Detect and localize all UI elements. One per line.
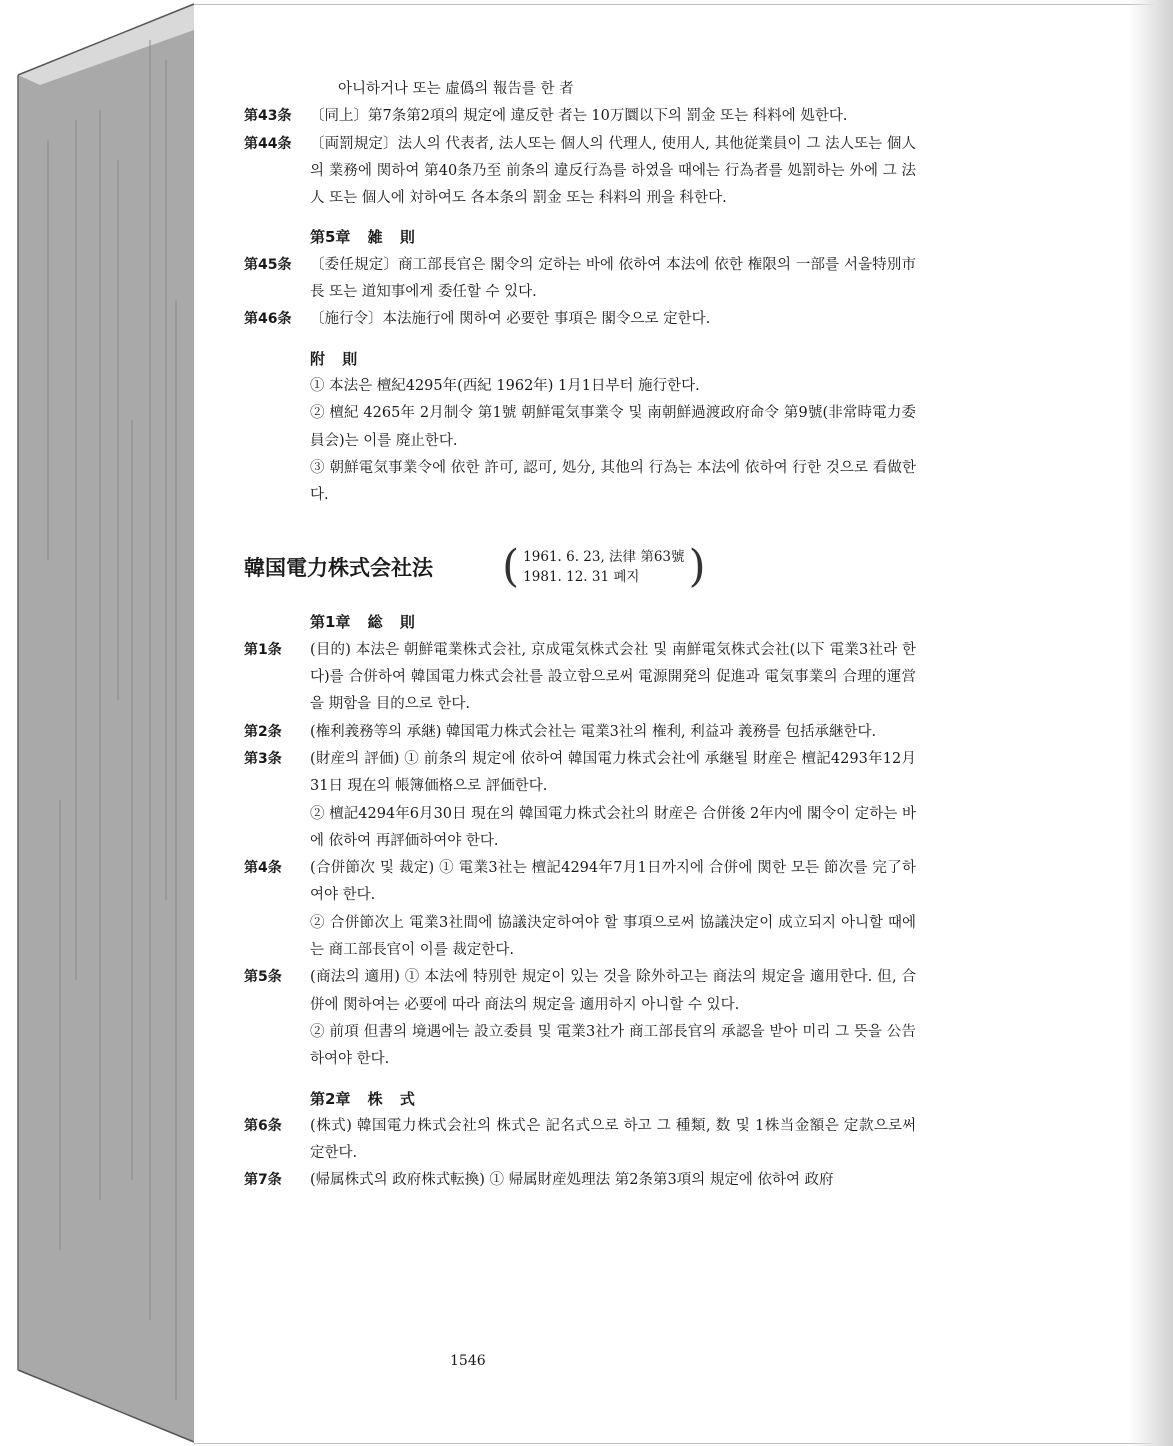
- article-46: [244, 306, 916, 333]
- article-3: [244, 746, 916, 855]
- article-label: 第7条: [244, 1172, 282, 1189]
- article-7: [244, 1167, 916, 1194]
- article-label: 第6条: [244, 1117, 282, 1134]
- article-43: [244, 103, 916, 130]
- article-text: (商法의 適用) ① 本法에 特別한 規定이 있는 것을 除外하고는 商法의 規定을 適用한다. 但, 合併에 関하여는 必要에 따라 商法의 規定을 適用하지 아니할 수 있다.: [310, 969, 916, 1013]
- supplementary-heading: 附 則: [310, 349, 358, 368]
- article-label: 第44条: [244, 135, 292, 152]
- chapter-2-heading: 第2章 株 式: [310, 1089, 415, 1108]
- right-paren-icon: ): [688, 541, 706, 593]
- article-text: (権利義務等의 承継) 韓国電力株式会社는 電業3社의 権利, 利益과 義務를 包括承継한다.: [310, 723, 877, 740]
- article-45: [244, 252, 916, 307]
- article-6: [244, 1113, 916, 1168]
- repeal-date: 1981. 12. 31 폐지: [523, 569, 640, 586]
- page-gutter-shadow: [1129, 0, 1173, 1446]
- article-label: 第46条: [244, 311, 292, 328]
- supplementary-item: ③ 朝鮮電気事業令에 依한 許可, 認可, 処分, 其他의 行為는 本法에 依하여 行한 것으로 看做한다.: [310, 459, 916, 504]
- law-title: 韓国電力株式会社法: [244, 556, 433, 581]
- document-body: [244, 76, 916, 1195]
- article-text: (目的) 本法은 朝鮮電業株式会社, 京成電気株式会社 및 南鮮電気株式会社(以下 電業3社라 한다)를 合併하여 韓国電力株式会社를 設立함으로써 電源開発의 促進과 電気事業의 合理的運営을 期함을 目的으로 한다.: [310, 641, 916, 713]
- article-label: 第45条: [244, 256, 292, 273]
- article-text: ② 合併節次上 電業3社間에 協議決定하여야 할 事項으로써 協議決定이 成立되지 아니할 때에는 商工部長官이 이를 裁定한다.: [310, 914, 916, 959]
- law-dates: [502, 541, 706, 593]
- supplementary-item: ② 檀紀 4265年 2月制令 第1號 朝鮮電気事業令 및 南朝鮮過渡政府命令 第9號(非常時電力委員会)는 이를 廃止한다.: [310, 405, 916, 449]
- article-2: [244, 719, 916, 746]
- article-text: 〔施行令〕本法施行에 関하여 必要한 事項은 閣令으로 定한다.: [310, 311, 711, 328]
- article-text: (株式) 韓国電力株式会社의 株式은 記名式으로 하고 그 種類, 数 및 1株当金額은 定款으로써 定한다.: [310, 1117, 916, 1162]
- article-text: 〔両罰規定〕法人의 代表者, 法人또는 個人의 代理人, 使用人, 其他従業員이 그 法人또는 個人의 業務에 関하여 第40条乃至 前条의 違反行為를 하였을 때에는 行為者를 処罰하는 外에 그 法人 또는 個人에 対하여도 各本条의 罰金 또는 科料의 刑을 科한다.: [310, 135, 916, 207]
- article-5: [244, 964, 916, 1073]
- article-text: ② 前項 但書의 境遇에는 設立委員 및 電業3社가 商工部長官의 承認을 받아 미리 그 뜻을 公告하여야 한다.: [310, 1023, 916, 1068]
- law-title-block: [244, 541, 916, 593]
- article-1: [244, 637, 916, 719]
- article-label: 第3条: [244, 750, 282, 767]
- article-label: 第4条: [244, 860, 282, 877]
- article-label: 第2条: [244, 723, 282, 740]
- article-text: (帰属株式의 政府株式転換) ① 帰属財産処理法 第2条第3項의 規定에 依하여 政府: [310, 1172, 834, 1189]
- article-label: 第5条: [244, 969, 282, 986]
- article-text: 〔委任規定〕商工部長官은 閣令의 定하는 바에 依하여 本法에 依한 権限의 一部를 서울特別市長 또는 道知事에게 委任할 수 있다.: [310, 256, 916, 301]
- left-paren-icon: (: [502, 541, 520, 593]
- article-text: (財産의 評価) ① 前条의 規定에 依하여 韓国電力株式会社에 承継될 財産은 檀記4293年12月31日 現在의 帳簿価格으로 評価한다.: [310, 750, 916, 795]
- article-text: (合併節次 및 裁定) ① 電業3社는 檀記4294年7月1日까지에 合併에 関한 모든 節次를 完了하여야 한다.: [310, 860, 916, 904]
- article-4: [244, 855, 916, 964]
- opening-line: 아니하거나 또는 虛僞의 報告를 한 者: [338, 81, 574, 97]
- article-text: ② 檀記4294年6月30日 現在의 韓国電力株式会社의 財産은 合併後 2年内에 閣令이 定하는 바에 依하여 再評価하여야 한다.: [310, 805, 916, 849]
- article-44: [244, 131, 916, 213]
- chapter-5-heading: 第5章 雑 則: [310, 228, 415, 247]
- article-label: 第1条: [244, 641, 282, 658]
- chapter-1-heading: 第1章 総 則: [310, 613, 415, 632]
- page-number: 1546: [450, 1353, 486, 1369]
- article-text: 〔同上〕第7条第2項의 規定에 違反한 者는 10万圜以下의 罰金 또는 科料에 処한다.: [310, 108, 848, 125]
- enactment-date: 1961. 6. 23, 法律 第63號: [523, 549, 685, 566]
- article-label: 第43条: [244, 108, 292, 125]
- supplementary-item: ① 本法은 檀紀4295年(西紀 1962年) 1月1日부터 施行한다.: [310, 377, 700, 394]
- book-page-edges: [0, 0, 200, 1446]
